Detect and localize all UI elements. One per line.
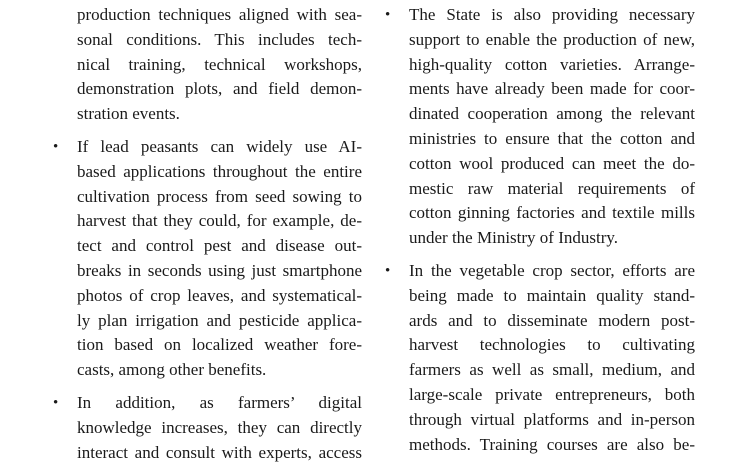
text-line: mestic raw material requirements of — [409, 178, 695, 198]
text-line: interact and consult with experts, access — [77, 442, 362, 462]
text-line: The State is also providing necessary — [409, 5, 695, 24]
text-line: through virtual platforms and in-person — [409, 409, 695, 429]
text-line: under the Ministry of Industry. — [409, 228, 619, 248]
bullet-icon: • — [53, 138, 59, 155]
text-line: stration events. — [77, 104, 180, 124]
left-column-paragraph — [77, 3, 362, 127]
text-line: ments have already been made for coor- — [409, 79, 695, 99]
text-line: harvest that they could, for example, de- — [77, 211, 362, 231]
text-line: cotton ginning factories and textile mills — [409, 203, 695, 223]
text-line: being made to maintain quality stand- — [409, 285, 695, 305]
right-column-paragraph — [385, 259, 695, 457]
text-line: production techniques aligned with sea- — [77, 5, 362, 24]
right-column-paragraph — [385, 3, 695, 251]
text-line: casts, among other benefits. — [77, 360, 267, 380]
left-column-paragraph — [53, 391, 362, 465]
text-line: support to enable the production of new, — [409, 29, 695, 49]
text-line: breaks in seconds using just smartphone — [77, 260, 362, 280]
text-line: ards and to disseminate modern post- — [409, 310, 695, 330]
text-line: sonal conditions. This includes tech- — [77, 29, 362, 49]
text-line: knowledge increases, they can directly — [77, 417, 362, 437]
left-column-paragraph — [53, 135, 362, 383]
text-line: demonstration plots, and field demon- — [77, 79, 362, 99]
text-line: photos of crop leaves, and systematical- — [77, 285, 362, 305]
bullet-icon: • — [385, 262, 391, 279]
text-line: If lead peasants can widely use AI- — [77, 136, 362, 156]
text-line: high-quality cotton varieties. Arrange- — [409, 54, 695, 74]
bullet-icon: • — [385, 7, 391, 23]
left-column — [53, 3, 362, 465]
text-line: ly plan irrigation and pesticide applica- — [77, 310, 362, 330]
text-line: cultivation process from seed sowing to — [77, 186, 362, 206]
text-line: In the vegetable crop sector, efforts are — [409, 260, 695, 280]
text-line: based applications throughout the entire — [77, 161, 362, 181]
bullet-icon: • — [53, 394, 59, 411]
text-line: ministries to ensure that the cotton and — [409, 128, 695, 148]
text-line: nical training, technical workshops, — [77, 54, 362, 74]
right-column — [385, 3, 695, 457]
text-line: dinated cooperation among the relevant — [409, 104, 695, 124]
text-line: methods. Training courses are also be- — [409, 434, 695, 454]
text-line: In addition, as farmers’ digital — [77, 392, 362, 412]
text-line: large-scale private entrepreneurs, both — [409, 384, 695, 404]
text-line: harvest technologies to cultivating — [409, 335, 695, 355]
text-line: tect and control pest and disease out- — [77, 236, 362, 256]
text-line: tion based on localized weather fore- — [77, 335, 362, 355]
text-line: cotton wool produced can meet the do- — [409, 153, 695, 173]
text-line: farmers as well as small, medium, and — [409, 360, 695, 380]
